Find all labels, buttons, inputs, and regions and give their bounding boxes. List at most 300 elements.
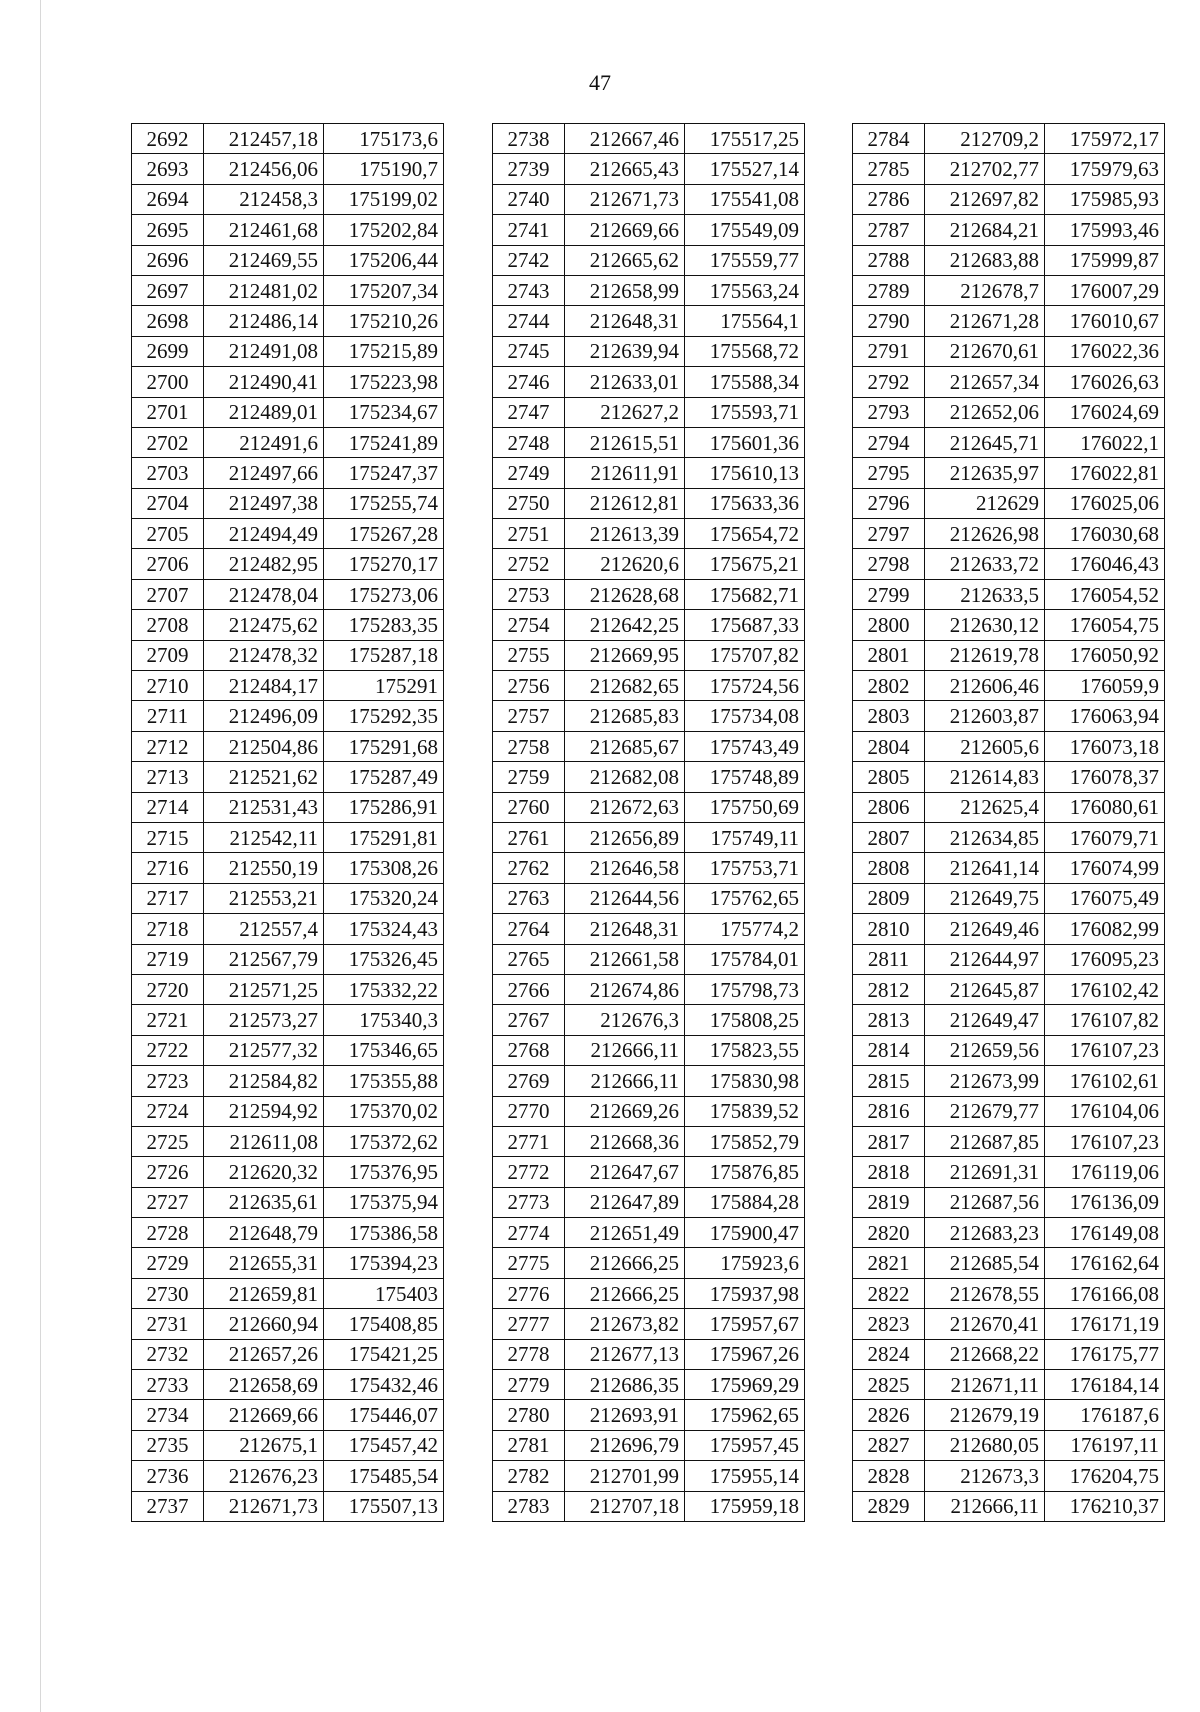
x-coordinate-cell: 212685,54: [925, 1248, 1045, 1278]
table-row: [493, 336, 805, 366]
point-number-cell: 2701: [132, 397, 204, 427]
y-coordinate-cell: 175839,52: [685, 1096, 805, 1126]
point-number-cell: 2756: [493, 671, 565, 701]
table-row: [132, 914, 444, 944]
table-row: [132, 306, 444, 336]
table-row: [493, 397, 805, 427]
point-number-cell: 2695: [132, 215, 204, 245]
point-number-cell: 2801: [853, 640, 925, 670]
y-coordinate-cell: 175774,2: [685, 914, 805, 944]
point-number-cell: 2774: [493, 1218, 565, 1248]
point-number-cell: 2798: [853, 549, 925, 579]
point-number-cell: 2768: [493, 1035, 565, 1065]
point-number-cell: 2764: [493, 914, 565, 944]
x-coordinate-cell: 212651,49: [565, 1218, 685, 1248]
x-coordinate-cell: 212648,31: [565, 914, 685, 944]
table-row: [493, 1126, 805, 1156]
point-number-cell: 2805: [853, 762, 925, 792]
y-coordinate-cell: 175559,77: [685, 245, 805, 275]
table-row: [853, 275, 1165, 305]
table-row: [132, 731, 444, 761]
point-number-cell: 2803: [853, 701, 925, 731]
table-row: [493, 549, 805, 579]
x-coordinate-cell: 212683,23: [925, 1218, 1045, 1248]
x-coordinate-cell: 212670,61: [925, 336, 1045, 366]
table-row: [132, 1218, 444, 1248]
point-number-cell: 2734: [132, 1400, 204, 1430]
table-row: [132, 1096, 444, 1126]
table-row: [853, 184, 1165, 214]
point-number-cell: 2737: [132, 1491, 204, 1521]
point-number-cell: 2778: [493, 1339, 565, 1369]
y-coordinate-cell: 175355,88: [324, 1066, 444, 1096]
point-number-cell: 2715: [132, 822, 204, 852]
point-number-cell: 2754: [493, 610, 565, 640]
x-coordinate-cell: 212605,6: [925, 731, 1045, 761]
x-coordinate-cell: 212652,06: [925, 397, 1045, 427]
table-row: [132, 1309, 444, 1339]
point-number-cell: 2748: [493, 427, 565, 457]
point-number-cell: 2811: [853, 944, 925, 974]
point-number-cell: 2812: [853, 974, 925, 1004]
x-coordinate-cell: 212676,23: [204, 1461, 324, 1491]
point-number-cell: 2810: [853, 914, 925, 944]
x-coordinate-cell: 212584,82: [204, 1066, 324, 1096]
table-row: [493, 762, 805, 792]
x-coordinate-cell: 212542,11: [204, 822, 324, 852]
point-number-cell: 2775: [493, 1248, 565, 1278]
x-coordinate-cell: 212675,1: [204, 1430, 324, 1460]
y-coordinate-cell: 175962,65: [685, 1400, 805, 1430]
x-coordinate-cell: 212619,78: [925, 640, 1045, 670]
table-row: [853, 1005, 1165, 1035]
table-row: [853, 671, 1165, 701]
table-row: [132, 275, 444, 305]
y-coordinate-cell: 175993,46: [1045, 215, 1165, 245]
y-coordinate-cell: 175320,24: [324, 883, 444, 913]
table-row: [493, 1248, 805, 1278]
y-coordinate-cell: 176022,1: [1045, 427, 1165, 457]
y-coordinate-cell: 175734,08: [685, 701, 805, 731]
y-coordinate-cell: 175291,81: [324, 822, 444, 852]
table-row: [853, 883, 1165, 913]
y-coordinate-cell: 176184,14: [1045, 1370, 1165, 1400]
y-coordinate-cell: 175959,18: [685, 1491, 805, 1521]
x-coordinate-cell: 212659,81: [204, 1278, 324, 1308]
table-row: [132, 1370, 444, 1400]
table-row: [493, 245, 805, 275]
point-number-cell: 2729: [132, 1248, 204, 1278]
y-coordinate-cell: 176074,99: [1045, 853, 1165, 883]
point-number-cell: 2766: [493, 974, 565, 1004]
table-row: [493, 853, 805, 883]
table-row: [132, 184, 444, 214]
point-number-cell: 2735: [132, 1430, 204, 1460]
y-coordinate-cell: 176171,19: [1045, 1309, 1165, 1339]
table-row: [853, 427, 1165, 457]
point-number-cell: 2733: [132, 1370, 204, 1400]
y-coordinate-cell: 176050,92: [1045, 640, 1165, 670]
x-coordinate-cell: 212669,95: [565, 640, 685, 670]
y-coordinate-cell: 175517,25: [685, 124, 805, 154]
y-coordinate-cell: 175985,93: [1045, 184, 1165, 214]
table-row: [853, 1461, 1165, 1491]
y-coordinate-cell: 176102,42: [1045, 974, 1165, 1004]
table-row: [132, 579, 444, 609]
x-coordinate-cell: 212683,88: [925, 245, 1045, 275]
x-coordinate-cell: 212696,79: [565, 1430, 685, 1460]
x-coordinate-cell: 212682,08: [565, 762, 685, 792]
y-coordinate-cell: 176119,06: [1045, 1157, 1165, 1187]
y-coordinate-cell: 175340,3: [324, 1005, 444, 1035]
point-number-cell: 2752: [493, 549, 565, 579]
table-row: [493, 731, 805, 761]
table-row: [853, 488, 1165, 518]
y-coordinate-cell: 176175,77: [1045, 1339, 1165, 1369]
x-coordinate-cell: 212671,73: [204, 1491, 324, 1521]
table-row: [853, 1430, 1165, 1460]
table-row: [132, 1400, 444, 1430]
point-number-cell: 2696: [132, 245, 204, 275]
y-coordinate-cell: 175900,47: [685, 1218, 805, 1248]
table-row: [493, 610, 805, 640]
point-number-cell: 2697: [132, 275, 204, 305]
y-coordinate-cell: 175541,08: [685, 184, 805, 214]
x-coordinate-cell: 212701,99: [565, 1461, 685, 1491]
point-number-cell: 2709: [132, 640, 204, 670]
y-coordinate-cell: 175972,17: [1045, 124, 1165, 154]
table-row: [853, 1066, 1165, 1096]
point-number-cell: 2802: [853, 671, 925, 701]
point-number-cell: 2818: [853, 1157, 925, 1187]
x-coordinate-cell: 212491,08: [204, 336, 324, 366]
x-coordinate-cell: 212614,83: [925, 762, 1045, 792]
table-row: [132, 1491, 444, 1521]
y-coordinate-cell: 176082,99: [1045, 914, 1165, 944]
y-coordinate-cell: 175957,45: [685, 1430, 805, 1460]
x-coordinate-cell: 212674,86: [565, 974, 685, 1004]
point-number-cell: 2704: [132, 488, 204, 518]
point-number-cell: 2782: [493, 1461, 565, 1491]
table-row: [853, 549, 1165, 579]
y-coordinate-cell: 175291,68: [324, 731, 444, 761]
point-number-cell: 2809: [853, 883, 925, 913]
x-coordinate-cell: 212612,81: [565, 488, 685, 518]
y-coordinate-cell: 175206,44: [324, 245, 444, 275]
x-coordinate-cell: 212707,18: [565, 1491, 685, 1521]
y-coordinate-cell: 176078,37: [1045, 762, 1165, 792]
x-coordinate-cell: 212649,46: [925, 914, 1045, 944]
table-row: [853, 579, 1165, 609]
y-coordinate-cell: 175852,79: [685, 1126, 805, 1156]
x-coordinate-cell: 212557,4: [204, 914, 324, 944]
x-coordinate-cell: 212649,75: [925, 883, 1045, 913]
table-row: [853, 822, 1165, 852]
table-row: [853, 1248, 1165, 1278]
y-coordinate-cell: 175267,28: [324, 519, 444, 549]
y-coordinate-cell: 176107,82: [1045, 1005, 1165, 1035]
x-coordinate-cell: 212639,94: [565, 336, 685, 366]
x-coordinate-cell: 212678,55: [925, 1278, 1045, 1308]
table-row: [853, 762, 1165, 792]
table-row: [132, 822, 444, 852]
y-coordinate-cell: 175749,11: [685, 822, 805, 852]
x-coordinate-cell: 212478,04: [204, 579, 324, 609]
table-row: [493, 519, 805, 549]
x-coordinate-cell: 212685,83: [565, 701, 685, 731]
point-number-cell: 2761: [493, 822, 565, 852]
table-row: [132, 1430, 444, 1460]
table-row: [493, 1309, 805, 1339]
table-row: [132, 883, 444, 913]
point-number-cell: 2814: [853, 1035, 925, 1065]
table-row: [493, 883, 805, 913]
y-coordinate-cell: 175421,25: [324, 1339, 444, 1369]
point-number-cell: 2793: [853, 397, 925, 427]
x-coordinate-cell: 212458,3: [204, 184, 324, 214]
table-row: [493, 1066, 805, 1096]
y-coordinate-cell: 175707,82: [685, 640, 805, 670]
y-coordinate-cell: 176102,61: [1045, 1066, 1165, 1096]
point-number-cell: 2702: [132, 427, 204, 457]
y-coordinate-cell: 175375,94: [324, 1187, 444, 1217]
y-coordinate-cell: 175762,65: [685, 883, 805, 913]
point-number-cell: 2706: [132, 549, 204, 579]
y-coordinate-cell: 175969,29: [685, 1370, 805, 1400]
y-coordinate-cell: 175808,25: [685, 1005, 805, 1035]
x-coordinate-cell: 212666,11: [565, 1066, 685, 1096]
table-row: [853, 1278, 1165, 1308]
table-row: [853, 519, 1165, 549]
y-coordinate-cell: 175753,71: [685, 853, 805, 883]
x-coordinate-cell: 212657,26: [204, 1339, 324, 1369]
point-number-cell: 2783: [493, 1491, 565, 1521]
page-number: 47: [589, 70, 611, 95]
x-coordinate-cell: 212490,41: [204, 367, 324, 397]
table-row: [132, 519, 444, 549]
table-row: [853, 397, 1165, 427]
point-number-cell: 2741: [493, 215, 565, 245]
table-row: [493, 154, 805, 184]
x-coordinate-cell: 212647,89: [565, 1187, 685, 1217]
x-coordinate-cell: 212629: [925, 488, 1045, 518]
point-number-cell: 2700: [132, 367, 204, 397]
y-coordinate-cell: 176149,08: [1045, 1218, 1165, 1248]
point-number-cell: 2753: [493, 579, 565, 609]
table-row: [853, 458, 1165, 488]
x-coordinate-cell: 212669,26: [565, 1096, 685, 1126]
x-coordinate-cell: 212673,99: [925, 1066, 1045, 1096]
table-row: [132, 1066, 444, 1096]
x-coordinate-cell: 212679,77: [925, 1096, 1045, 1126]
table-row: [493, 1005, 805, 1035]
table-row: [853, 944, 1165, 974]
table-row: [853, 1400, 1165, 1430]
table-row: [132, 1126, 444, 1156]
x-coordinate-cell: 212678,7: [925, 275, 1045, 305]
x-coordinate-cell: 212667,46: [565, 124, 685, 154]
point-number-cell: 2794: [853, 427, 925, 457]
point-number-cell: 2721: [132, 1005, 204, 1035]
point-number-cell: 2757: [493, 701, 565, 731]
table-row: [853, 1370, 1165, 1400]
point-number-cell: 2730: [132, 1278, 204, 1308]
x-coordinate-cell: 212645,71: [925, 427, 1045, 457]
point-number-cell: 2819: [853, 1187, 925, 1217]
y-coordinate-cell: 176187,6: [1045, 1400, 1165, 1430]
table-row: [493, 792, 805, 822]
point-number-cell: 2751: [493, 519, 565, 549]
table-row: [493, 1430, 805, 1460]
point-number-cell: 2820: [853, 1218, 925, 1248]
y-coordinate-cell: 175403: [324, 1278, 444, 1308]
y-coordinate-cell: 175270,17: [324, 549, 444, 579]
x-coordinate-cell: 212657,34: [925, 367, 1045, 397]
x-coordinate-cell: 212661,58: [565, 944, 685, 974]
table-row: [132, 610, 444, 640]
table-row: [493, 1218, 805, 1248]
y-coordinate-cell: 176046,43: [1045, 549, 1165, 579]
coordinates-table-1: [131, 123, 444, 1522]
table-row: [493, 488, 805, 518]
x-coordinate-cell: 212489,01: [204, 397, 324, 427]
x-coordinate-cell: 212659,56: [925, 1035, 1045, 1065]
x-coordinate-cell: 212668,22: [925, 1339, 1045, 1369]
table-row: [853, 853, 1165, 883]
point-number-cell: 2760: [493, 792, 565, 822]
table-row: [853, 701, 1165, 731]
x-coordinate-cell: 212648,31: [565, 306, 685, 336]
table-row: [493, 1491, 805, 1521]
x-coordinate-cell: 212668,36: [565, 1126, 685, 1156]
x-coordinate-cell: 212669,66: [565, 215, 685, 245]
point-number-cell: 2799: [853, 579, 925, 609]
x-coordinate-cell: 212658,69: [204, 1370, 324, 1400]
table-row: [132, 1278, 444, 1308]
table-row: [493, 671, 805, 701]
point-number-cell: 2815: [853, 1066, 925, 1096]
table-row: [853, 1126, 1165, 1156]
table-row: [493, 124, 805, 154]
y-coordinate-cell: 175923,6: [685, 1248, 805, 1278]
x-coordinate-cell: 212680,05: [925, 1430, 1045, 1460]
x-coordinate-cell: 212676,3: [565, 1005, 685, 1035]
point-number-cell: 2759: [493, 762, 565, 792]
table-row: [132, 974, 444, 1004]
point-number-cell: 2750: [493, 488, 565, 518]
point-number-cell: 2824: [853, 1339, 925, 1369]
x-coordinate-cell: 212603,87: [925, 701, 1045, 731]
x-coordinate-cell: 212497,38: [204, 488, 324, 518]
point-number-cell: 2711: [132, 701, 204, 731]
table-row: [853, 306, 1165, 336]
point-number-cell: 2693: [132, 154, 204, 184]
point-number-cell: 2765: [493, 944, 565, 974]
y-coordinate-cell: 175291: [324, 671, 444, 701]
x-coordinate-cell: 212573,27: [204, 1005, 324, 1035]
y-coordinate-cell: 175967,26: [685, 1339, 805, 1369]
y-coordinate-cell: 175376,95: [324, 1157, 444, 1187]
table-row: [493, 215, 805, 245]
x-coordinate-cell: 212682,65: [565, 671, 685, 701]
x-coordinate-cell: 212497,66: [204, 458, 324, 488]
y-coordinate-cell: 175241,89: [324, 427, 444, 457]
x-coordinate-cell: 212646,58: [565, 853, 685, 883]
y-coordinate-cell: 175370,02: [324, 1096, 444, 1126]
x-coordinate-cell: 212677,13: [565, 1339, 685, 1369]
point-number-cell: 2808: [853, 853, 925, 883]
x-coordinate-cell: 212613,39: [565, 519, 685, 549]
point-number-cell: 2789: [853, 275, 925, 305]
y-coordinate-cell: 175743,49: [685, 731, 805, 761]
point-number-cell: 2745: [493, 336, 565, 366]
point-number-cell: 2708: [132, 610, 204, 640]
x-coordinate-cell: 212665,62: [565, 245, 685, 275]
point-number-cell: 2785: [853, 154, 925, 184]
table-row: [132, 458, 444, 488]
y-coordinate-cell: 175457,42: [324, 1430, 444, 1460]
point-number-cell: 2776: [493, 1278, 565, 1308]
point-number-cell: 2827: [853, 1430, 925, 1460]
point-number-cell: 2826: [853, 1400, 925, 1430]
y-coordinate-cell: 176166,08: [1045, 1278, 1165, 1308]
y-coordinate-cell: 175682,71: [685, 579, 805, 609]
coordinates-table-3: [852, 123, 1165, 1522]
point-number-cell: 2727: [132, 1187, 204, 1217]
point-number-cell: 2716: [132, 853, 204, 883]
x-coordinate-cell: 212669,66: [204, 1400, 324, 1430]
x-coordinate-cell: 212671,11: [925, 1370, 1045, 1400]
table-row: [493, 367, 805, 397]
point-number-cell: 2822: [853, 1278, 925, 1308]
table-row: [853, 245, 1165, 275]
point-number-cell: 2804: [853, 731, 925, 761]
y-coordinate-cell: 175955,14: [685, 1461, 805, 1491]
table-row: [132, 1035, 444, 1065]
x-coordinate-cell: 212702,77: [925, 154, 1045, 184]
table-row: [493, 1035, 805, 1065]
table-row: [132, 1461, 444, 1491]
x-coordinate-cell: 212665,43: [565, 154, 685, 184]
x-coordinate-cell: 212635,61: [204, 1187, 324, 1217]
table-row: [853, 1491, 1165, 1521]
point-number-cell: 2707: [132, 579, 204, 609]
y-coordinate-cell: 176030,68: [1045, 519, 1165, 549]
x-coordinate-cell: 212672,63: [565, 792, 685, 822]
point-number-cell: 2763: [493, 883, 565, 913]
y-coordinate-cell: 175633,36: [685, 488, 805, 518]
table-row: [132, 124, 444, 154]
table-row: [132, 215, 444, 245]
table-row: [493, 914, 805, 944]
table-row: [853, 1339, 1165, 1369]
point-number-cell: 2743: [493, 275, 565, 305]
table-row: [132, 488, 444, 518]
table-row: [132, 792, 444, 822]
x-coordinate-cell: 212666,25: [565, 1278, 685, 1308]
point-number-cell: 2788: [853, 245, 925, 275]
point-number-cell: 2786: [853, 184, 925, 214]
x-coordinate-cell: 212494,49: [204, 519, 324, 549]
table-row: [132, 853, 444, 883]
table-row: [132, 336, 444, 366]
table-row: [132, 427, 444, 457]
y-coordinate-cell: 175588,34: [685, 367, 805, 397]
point-number-cell: 2780: [493, 1400, 565, 1430]
table-row: [853, 1035, 1165, 1065]
point-number-cell: 2714: [132, 792, 204, 822]
table-row: [493, 1096, 805, 1126]
